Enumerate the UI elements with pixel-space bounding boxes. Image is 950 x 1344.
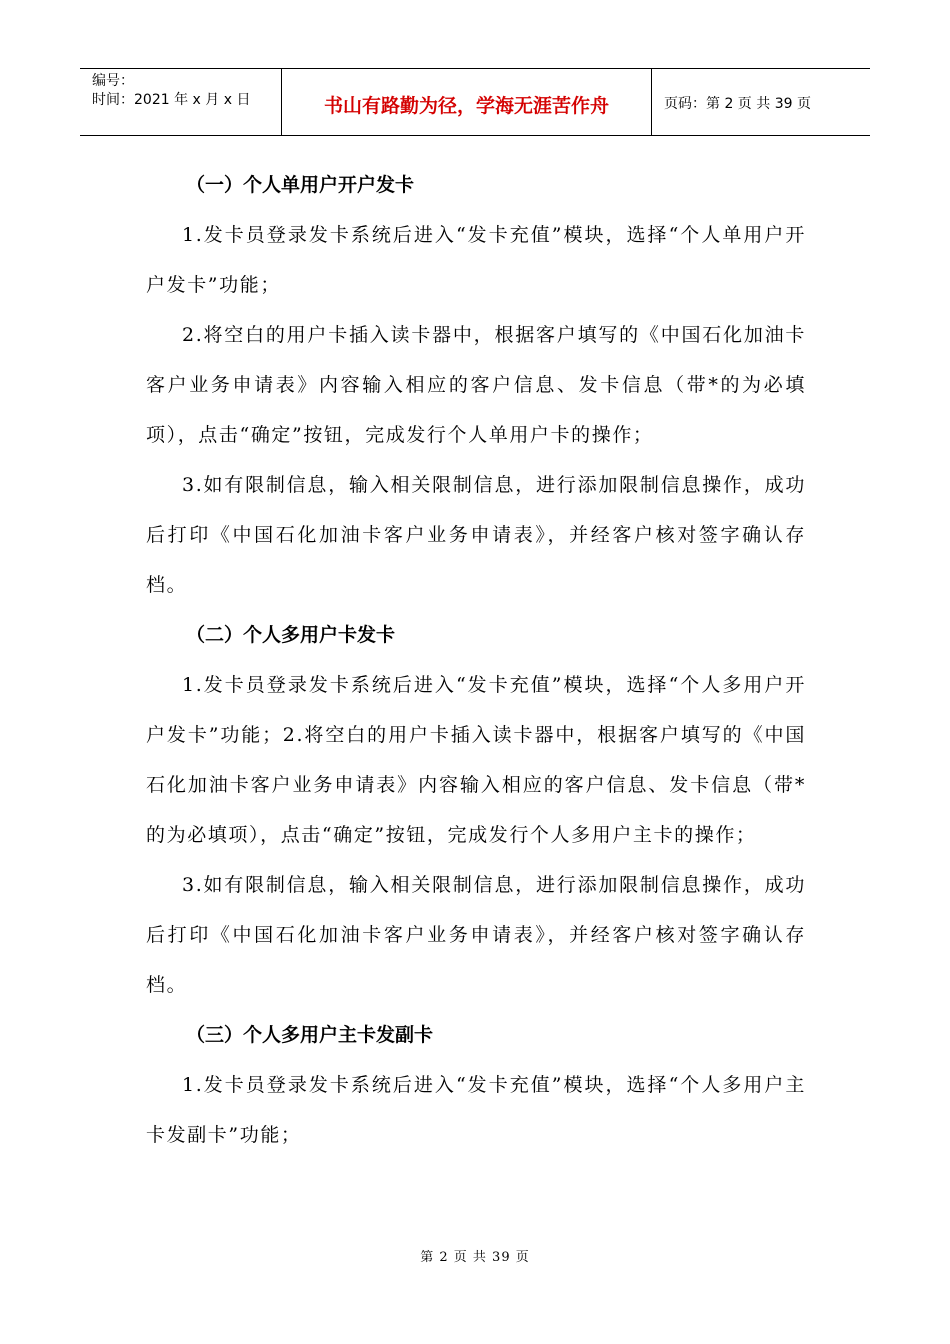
page-footer: 第 2 页 共 39 页 <box>420 1250 530 1265</box>
section-paragraph: 3.如有限制信息，输入相关限制信息，进行添加限制信息操作，成功后打印《中国石化加油卡客户业务申请表》，并经客户核对签字确认存档。 <box>146 474 806 596</box>
section-paragraph: 1.发卡员登录发卡系统后进入“发卡充值”模块，选择“个人多用户开户发卡”功能；2.将空白的用户卡插入读卡器中，根据客户填写的《中国石化加油卡客户业务申请表》内容输入相应的客户信息、发卡信息（带*的为必填项），点击“确定”按钮，完成发行个人多用户主卡的操作； <box>146 674 806 846</box>
section-heading: （三）个人多用户主卡发副卡 <box>186 1024 434 1046</box>
section-paragraph: 2.将空白的用户卡插入读卡器中，根据客户填写的《中国石化加油卡客户业务申请表》内容输入相应的客户信息、发卡信息（带*的为必填项），点击“确定”按钮，完成发行个人单用户卡的操作； <box>146 324 806 446</box>
section-2 <box>146 610 806 1010</box>
section-3 <box>146 1010 806 1160</box>
document-number-label: 编号： <box>92 73 134 89</box>
section-heading: （一）个人单用户开户发卡 <box>186 174 415 196</box>
document-body <box>146 160 806 1160</box>
header-page-info: 页码：第 2 页 共 39 页 <box>664 96 811 112</box>
section-heading: （二）个人多用户卡发卡 <box>186 624 396 646</box>
section-paragraph: 1.发卡员登录发卡系统后进入“发卡充值”模块，选择“个人多用户主卡发副卡”功能； <box>146 1074 806 1146</box>
section-paragraph: 3.如有限制信息，输入相关限制信息，进行添加限制信息操作，成功后打印《中国石化加油卡客户业务申请表》，并经客户核对签字确认存档。 <box>146 874 806 996</box>
section-paragraph: 1.发卡员登录发卡系统后进入“发卡充值”模块，选择“个人单用户开户发卡”功能； <box>146 224 806 296</box>
section-1 <box>146 160 806 610</box>
header-motto: 书山有路勤为径，学海无涯苦作舟 <box>282 69 652 135</box>
page-header <box>80 68 870 136</box>
document-time-label: 时间：2021 年 x 月 x 日 <box>92 92 251 108</box>
header-meta-cell <box>80 69 282 135</box>
